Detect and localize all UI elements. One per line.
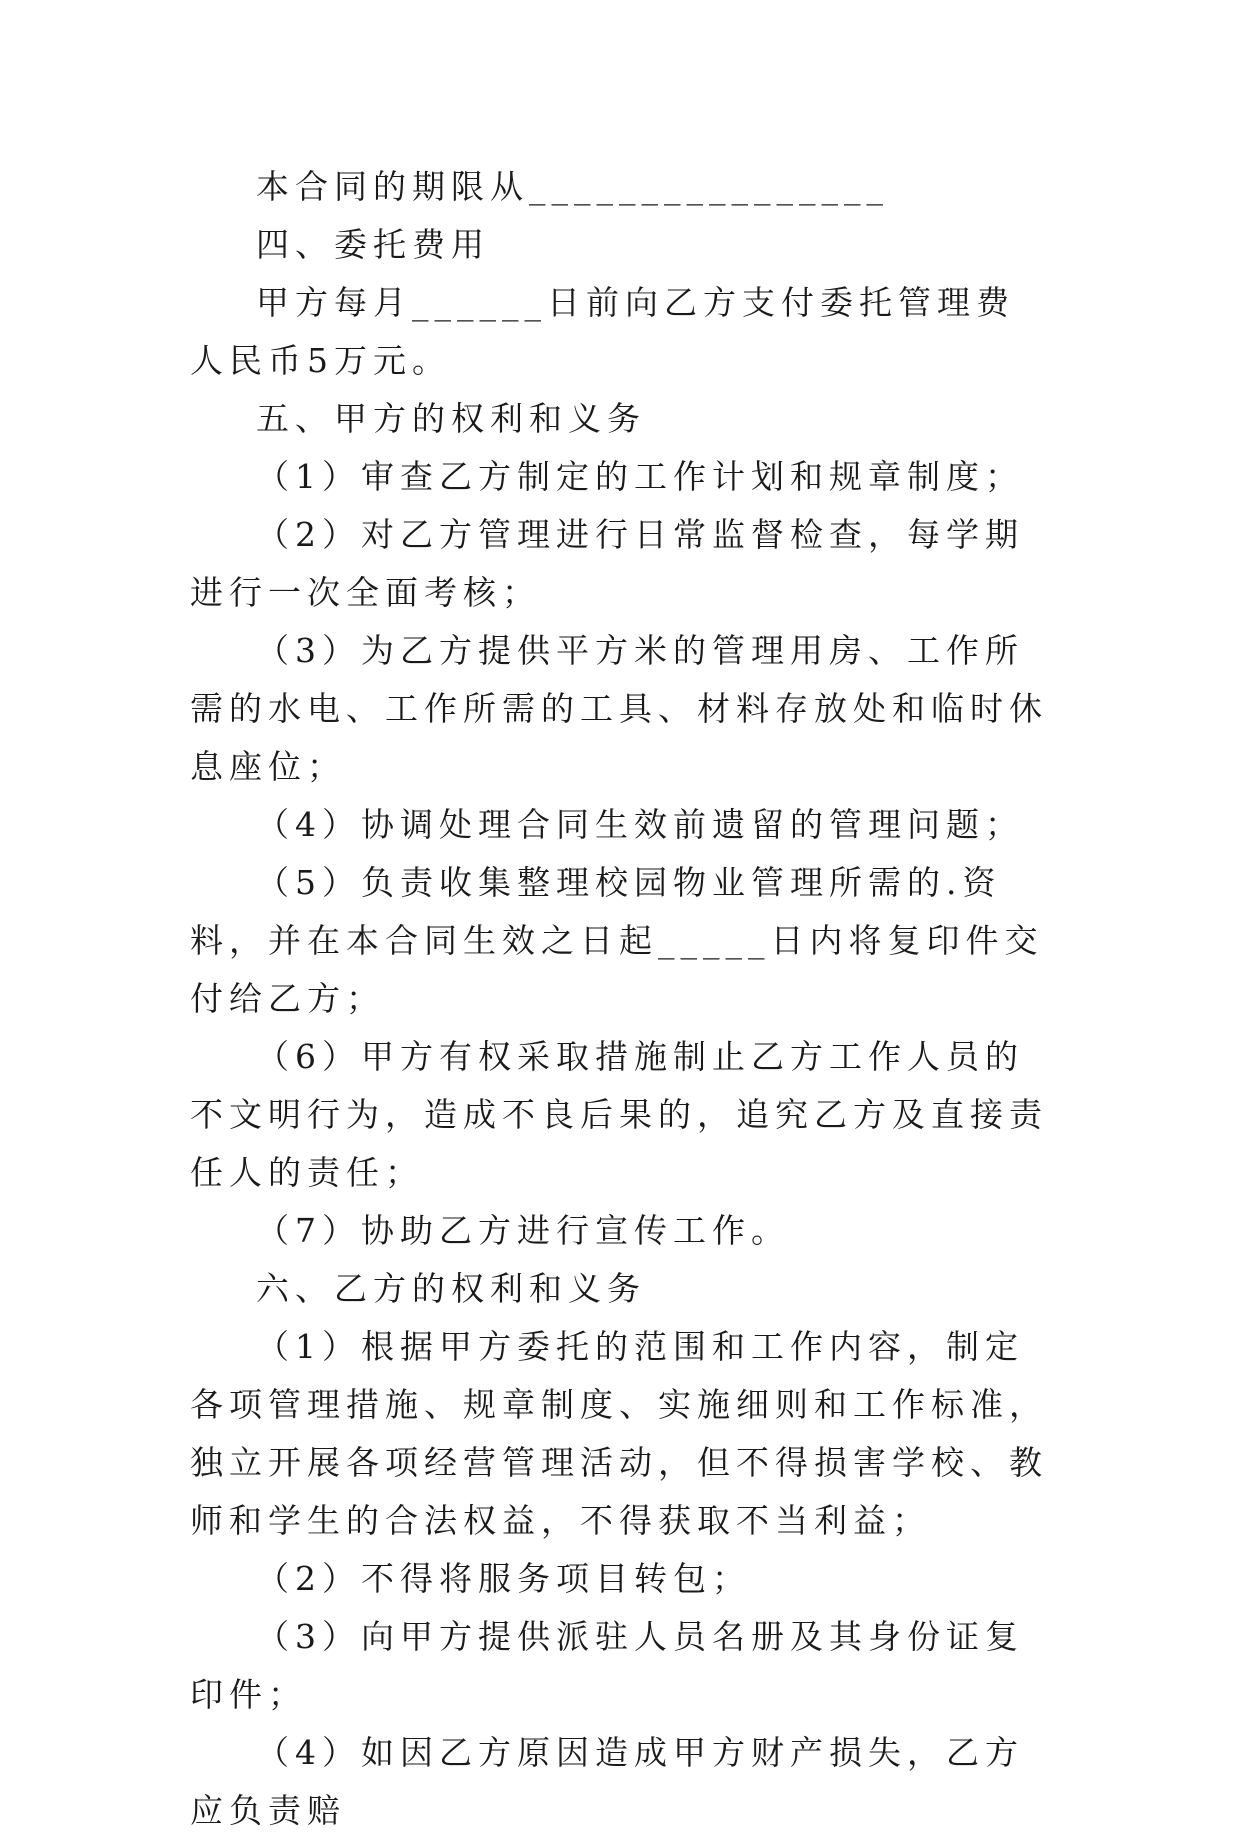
party-a-item-1: （1）审查乙方制定的工作计划和规章制度；: [256, 457, 1024, 496]
party-a-item-5: （5）负责收集整理校园物业管理所需的.资料，并在本合同生效之日起_____日内将复印件交付给乙方；: [190, 863, 1044, 1018]
document-page: [190, 158, 1050, 1840]
contract-term-line: 本合同的期限从________________: [256, 167, 889, 206]
section-heading-fees: 四、委托费用: [256, 225, 490, 264]
paragraph-fee-payment: 甲方每月______日前向乙方支付委托管理费人民币5万元。: [190, 283, 1015, 380]
party-b-item-4: （4）如因乙方原因造成甲方财产损失，乙方应负责赔: [190, 1733, 1024, 1830]
section-heading-party-b: 六、乙方的权利和义务: [256, 1269, 646, 1308]
section-heading-party-a: 五、甲方的权利和义务: [256, 399, 646, 438]
party-a-item-3: （3）为乙方提供平方米的管理用房、工作所需的水电、工作所需的工具、材料存放处和临时休息座位；: [190, 631, 1048, 786]
party-b-item-3: （3）向甲方提供派驻人员名册及其身份证复印件；: [190, 1617, 1024, 1714]
party-b-item-2: （2）不得将服务项目转包；: [256, 1559, 751, 1598]
party-a-item-7: （7）协助乙方进行宣传工作。: [256, 1211, 790, 1250]
party-a-item-6: （6）甲方有权采取措施制止乙方工作人员的不文明行为，造成不良后果的，追究乙方及直接责任人的责任；: [190, 1037, 1048, 1192]
party-b-item-1: （1）根据甲方委托的范围和工作内容，制定各项管理措施、规章制度、实施细则和工作标准，独立开展各项经营管理活动，但不得损害学校、教师和学生的合法权益，不得获取不当利益；: [190, 1327, 1048, 1540]
party-a-item-2: （2）对乙方管理进行日常监督检查，每学期进行一次全面考核；: [190, 515, 1024, 612]
party-a-item-4: （4）协调处理合同生效前遗留的管理问题；: [256, 805, 1024, 844]
